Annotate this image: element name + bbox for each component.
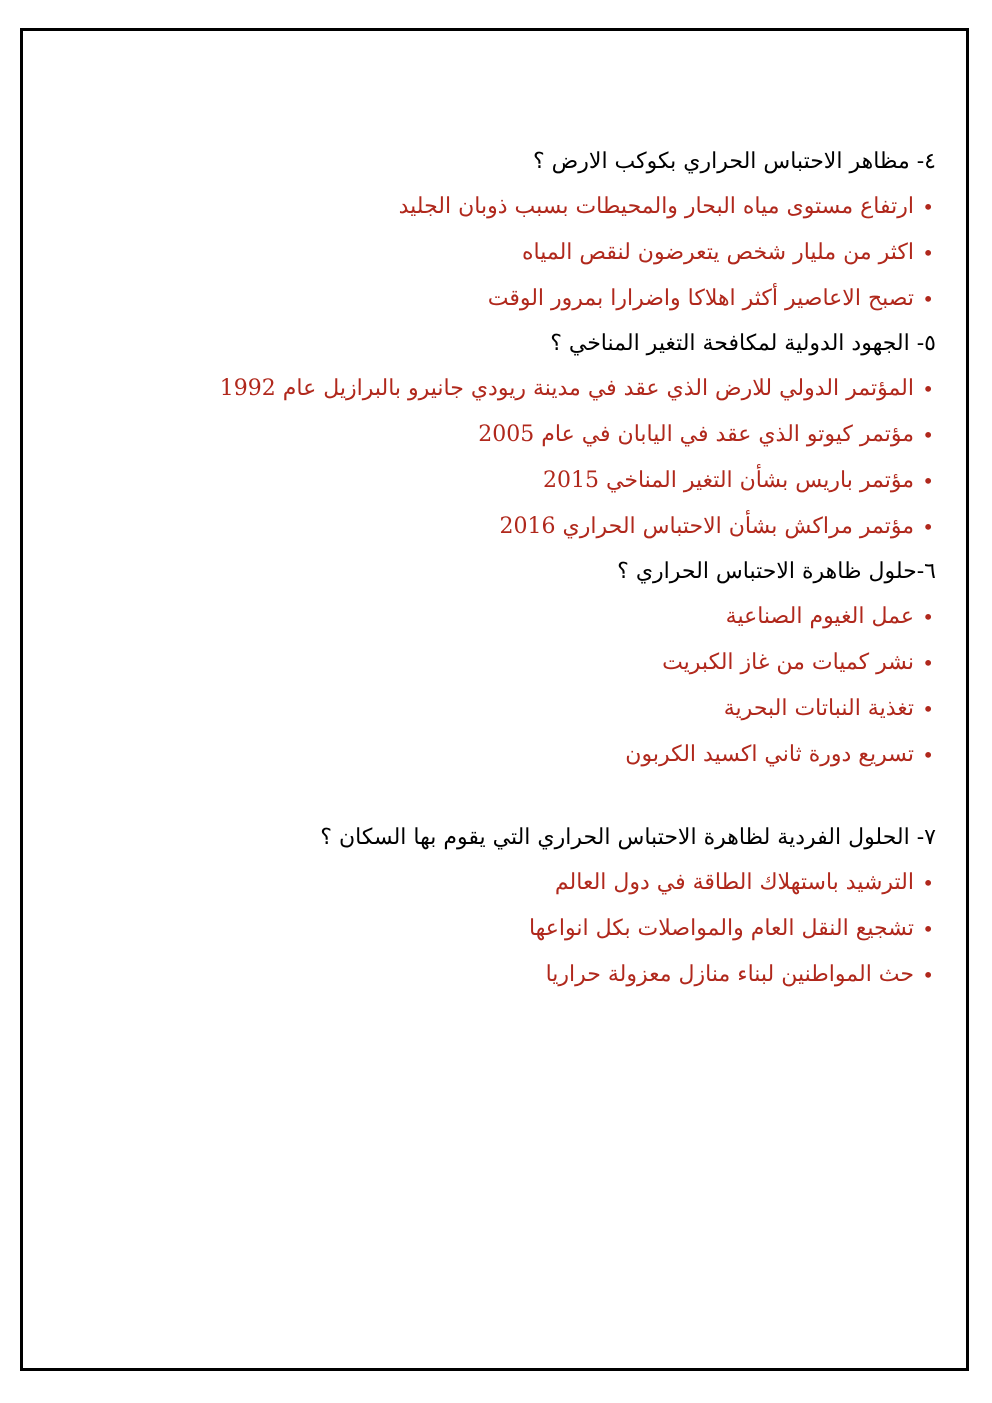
list-item [180, 184, 936, 230]
bullet-icon: • [922, 469, 934, 493]
list-item [180, 952, 936, 998]
bullet-icon: • [922, 871, 934, 895]
list-item [180, 458, 936, 504]
list-item-text: تسريع دورة ثاني اكسيد الكربون [625, 742, 914, 767]
bullet-icon: • [922, 651, 934, 675]
list-item-text: مؤتمر مراكش بشأن الاحتباس الحراري 2016 [499, 514, 914, 539]
list-item-text: نشر كميات من غاز الكبريت [662, 650, 914, 675]
list-item [180, 732, 936, 778]
bullet-icon: • [922, 423, 934, 447]
bullet-icon: • [922, 515, 934, 539]
list-item [180, 504, 936, 550]
list-item-text: المؤتمر الدولي للارض الذي عقد في مدينة ريودي جانيرو بالبرازيل عام 1992 [219, 376, 914, 401]
bullet-icon: • [922, 195, 934, 219]
bullet-icon: • [922, 917, 934, 941]
list-item [180, 412, 936, 458]
bullet-icon: • [922, 377, 934, 401]
list-item [180, 906, 936, 952]
bullet-icon: • [922, 697, 934, 721]
list-item-text: تغذية النباتات البحرية [723, 696, 914, 721]
bullet-list [180, 184, 936, 322]
section-heading: ٥- الجهود الدولية لمكافحة التغير المناخي ؟ [550, 331, 936, 356]
bullet-icon: • [922, 241, 934, 265]
list-item [180, 640, 936, 686]
list-item-text: حث المواطنين لبناء منازل معزولة حراريا [545, 962, 914, 987]
list-item [180, 276, 936, 322]
bullet-icon: • [922, 287, 934, 311]
list-item-text: تصبح الاعاصير أكثر اهلاكا واضرارا بمرور الوقت [487, 286, 914, 311]
bullet-list [180, 594, 936, 778]
list-item-text: مؤتمر باريس بشأن التغير المناخي 2015 [543, 468, 914, 493]
list-item-text: ارتفاع مستوى مياه البحار والمحيطات بسبب ذوبان الجليد [398, 194, 914, 219]
section-7 [180, 816, 936, 998]
bullet-icon: • [922, 963, 934, 987]
list-item-text: الترشيد باستهلاك الطاقة في دول العالم [554, 870, 914, 895]
list-item-text: تشجيع النقل العام والمواصلات بكل انواعها [528, 916, 914, 941]
section-heading: ٦-حلول ظاهرة الاحتباس الحراري ؟ [617, 559, 936, 584]
document-content [180, 140, 936, 998]
bullet-icon: • [922, 605, 934, 629]
list-item [180, 366, 936, 412]
bullet-list [180, 860, 936, 998]
list-item [180, 230, 936, 276]
section-spacer [180, 778, 936, 816]
list-item [180, 860, 936, 906]
section-6 [180, 550, 936, 778]
list-item-text: اكثر من مليار شخص يتعرضون لنقص المياه [521, 240, 914, 265]
list-item-text: مؤتمر كيوتو الذي عقد في اليابان في عام 2005 [478, 422, 914, 447]
section-heading: ٤- مظاهر الاحتباس الحراري بكوكب الارض ؟ [533, 149, 936, 174]
bullet-icon: • [922, 743, 934, 767]
bullet-list [180, 366, 936, 550]
list-item [180, 686, 936, 732]
section-4 [180, 140, 936, 322]
section-5 [180, 322, 936, 550]
list-item-text: عمل الغيوم الصناعية [725, 604, 914, 629]
section-heading: ٧- الحلول الفردية لظاهرة الاحتباس الحراري التي يقوم بها السكان ؟ [320, 825, 936, 850]
list-item [180, 594, 936, 640]
